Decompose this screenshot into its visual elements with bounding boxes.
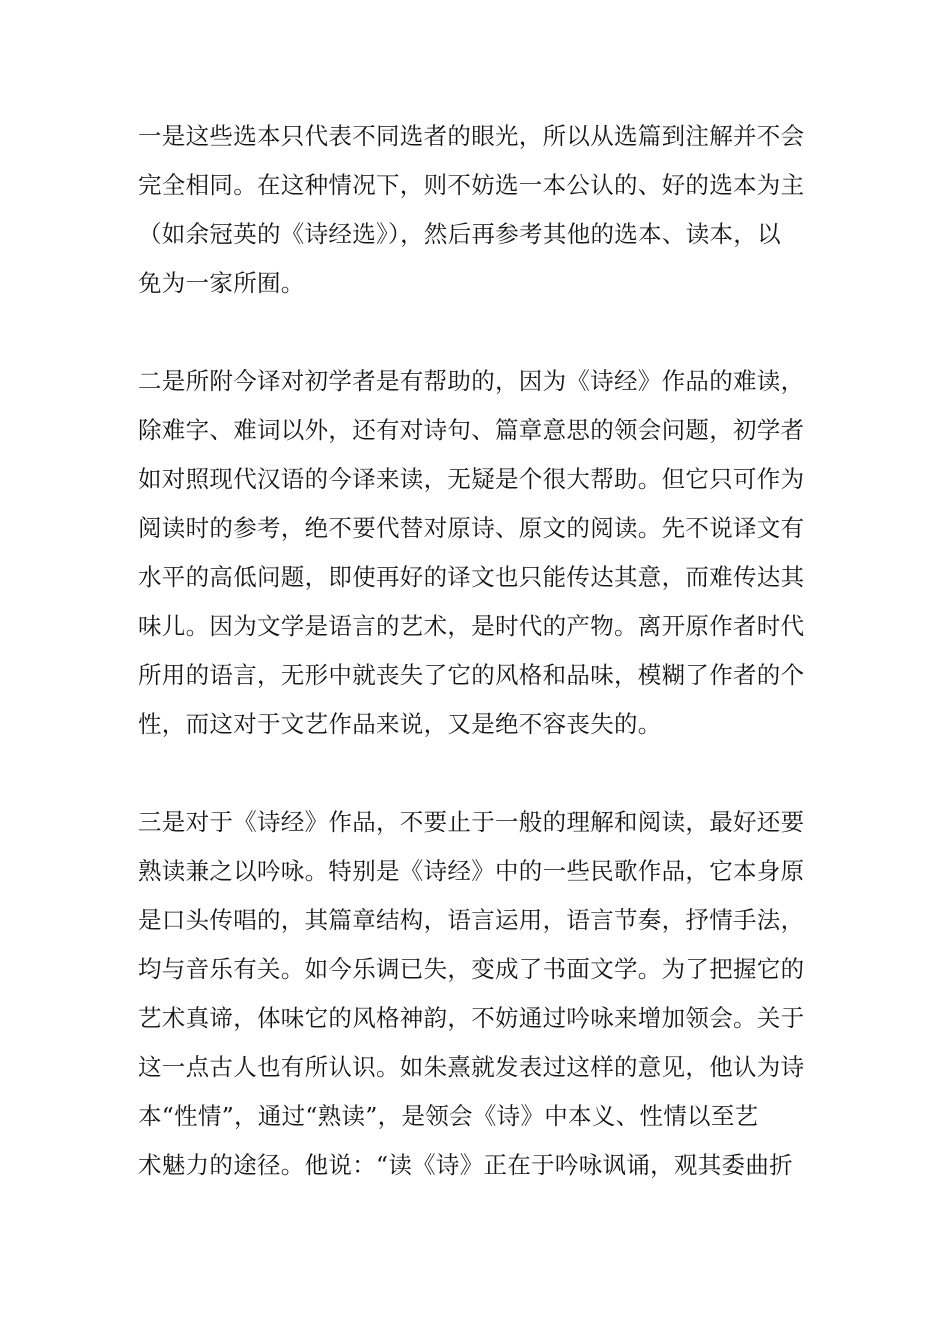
text-line: 这一点古人也有所认识。如朱熹就发表过这样的意见，他认为诗: [138, 1053, 805, 1081]
text-line: 免为一家所囿。: [138, 269, 305, 297]
text-line: 是口头传唱的，其篇章结构，语言运用，语言节奏，抒情手法，: [138, 906, 805, 934]
text-line: 完全相同。在这种情况下，则不妨选一本公认的、好的选本为主: [138, 171, 805, 199]
text-line: 三是对于《诗经》作品，不要止于一般的理解和阅读，最好还要: [138, 808, 805, 836]
text-line: 如对照现代汉语的今译来读，无疑是个很大帮助。但它只可作为: [138, 465, 805, 493]
text-line: （如余冠英的《诗经选》），然后再参考其他的选本、读本，以: [138, 220, 781, 248]
paragraph-1: [138, 112, 818, 308]
text-line: 性，而这对于文艺作品来说，又是绝不容丧失的。: [138, 710, 662, 738]
paragraph-3: [138, 798, 818, 1190]
text-line: 所用的语言，无形中就丧失了它的风格和品味，模糊了作者的个: [138, 661, 805, 689]
text-line: 除难字、难词以外，还有对诗句、篇章意思的领会问题，初学者: [138, 416, 805, 444]
text-line: 术魅力的途径。他说：“读《诗》正在于吟咏讽诵，观其委曲折: [138, 1151, 793, 1179]
text-line: 艺术真谛，体味它的风格神韵，不妨通过吟咏来增加领会。关于: [138, 1004, 805, 1032]
text-line: 熟读兼之以吟咏。特别是《诗经》中的一些民歌作品，它本身原: [138, 857, 805, 885]
text-line: 二是所附今译对初学者是有帮助的，因为《诗经》作品的难读，: [138, 367, 805, 395]
paragraph-2: [138, 357, 818, 749]
text-line: 一是这些选本只代表不同选者的眼光，所以从选篇到注解并不会: [138, 122, 805, 150]
text-line: 本“性情”，通过“熟读”，是领会《诗》中本义、性情以至艺: [138, 1102, 759, 1130]
text-line: 阅读时的参考，绝不要代替对原诗、原文的阅读。先不说译文有: [138, 514, 805, 542]
text-line: 均与音乐有关。如今乐调已失，变成了书面文学。为了把握它的: [138, 955, 805, 983]
text-line: 水平的高低问题，即使再好的译文也只能传达其意，而难传达其: [138, 563, 805, 591]
text-line: 味儿。因为文学是语言的艺术，是时代的产物。离开原作者时代: [138, 612, 805, 640]
